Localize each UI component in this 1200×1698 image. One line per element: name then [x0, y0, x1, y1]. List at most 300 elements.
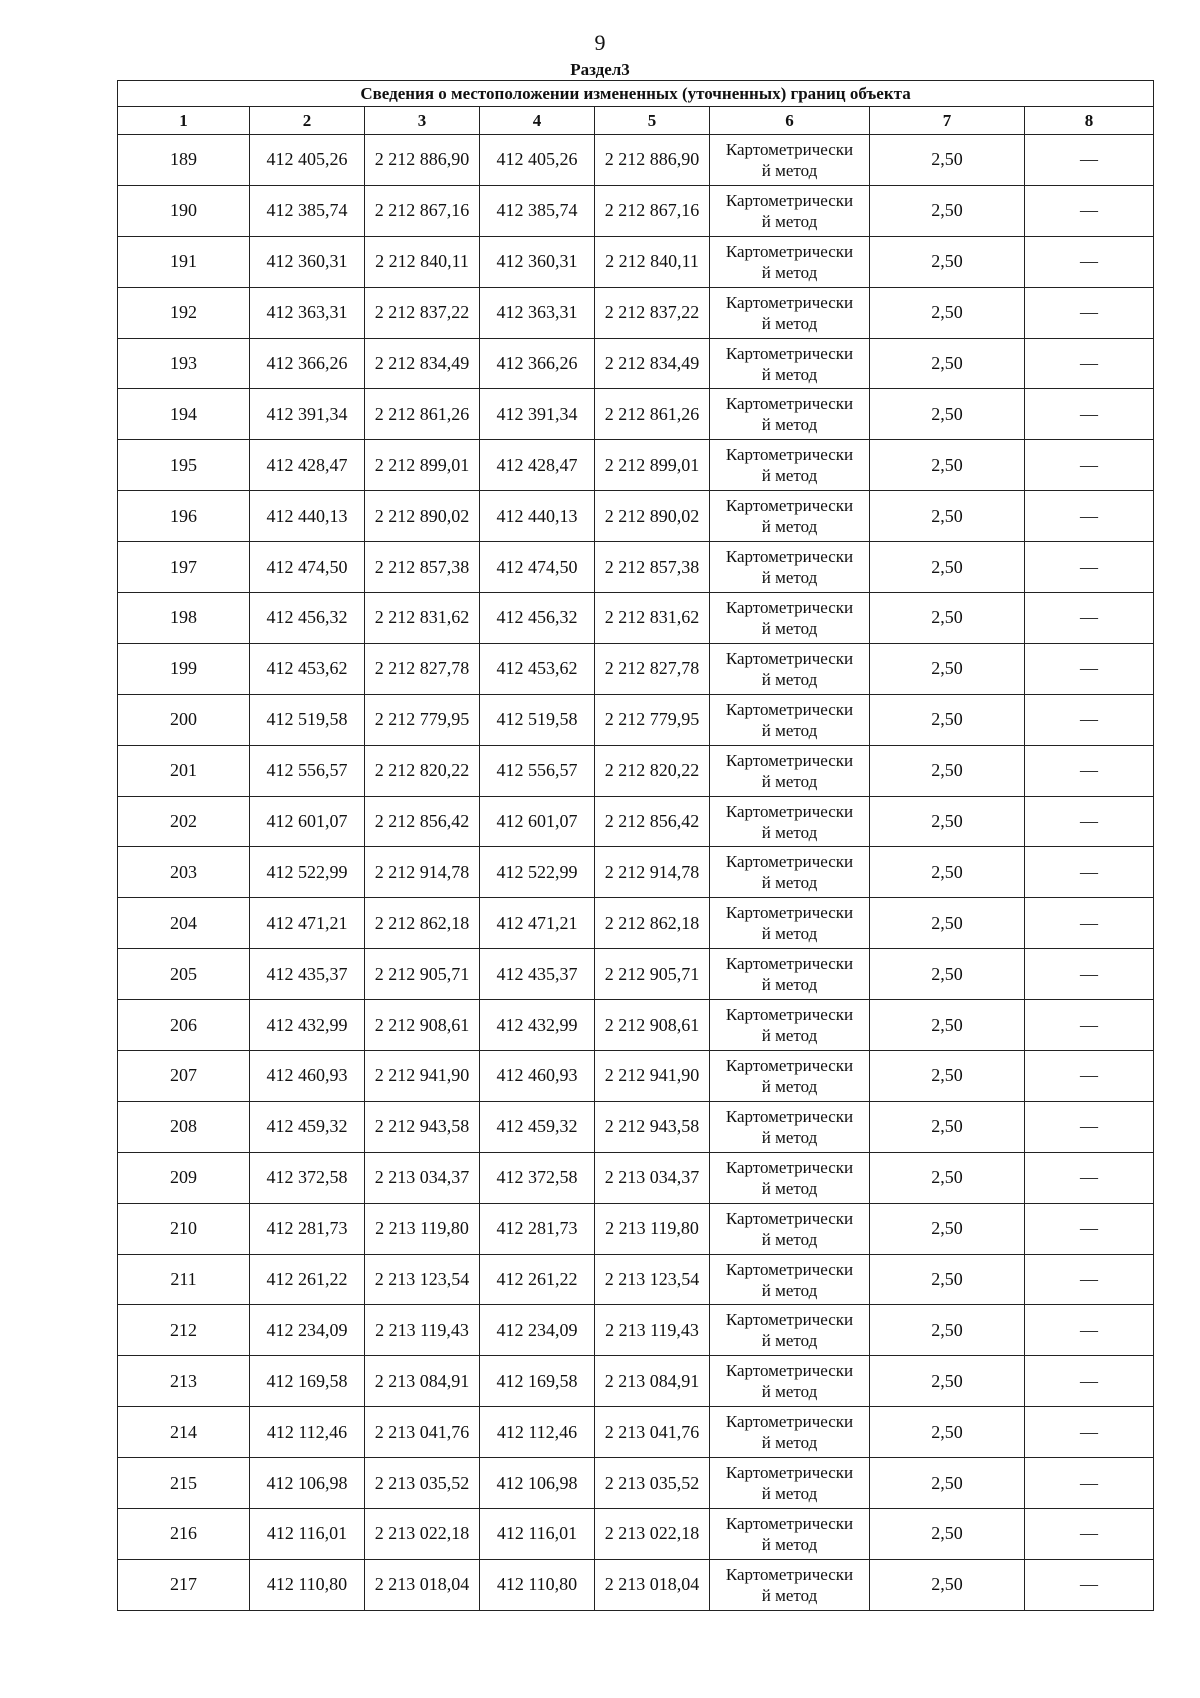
- note-cell: —: [1025, 1203, 1154, 1254]
- x-new-cell: 412 234,09: [480, 1305, 595, 1356]
- table-row: [118, 1101, 1154, 1152]
- y-new-cell: 2 213 084,91: [595, 1356, 710, 1407]
- note-cell: —: [1025, 1051, 1154, 1102]
- column-header: 4: [480, 107, 595, 135]
- y-old-cell: 2 212 905,71: [365, 949, 480, 1000]
- point-number-cell: 210: [118, 1203, 250, 1254]
- method-cell: [710, 1051, 870, 1102]
- method-line-1: Картометрически: [725, 903, 854, 923]
- x-old-cell: 412 112,46: [250, 1407, 365, 1458]
- accuracy-cell: 2,50: [870, 1356, 1025, 1407]
- x-old-cell: 412 601,07: [250, 796, 365, 847]
- method-line-1: Картометрически: [725, 241, 854, 261]
- x-new-cell: 412 405,26: [480, 135, 595, 186]
- table-row: [118, 1509, 1154, 1560]
- note-cell: —: [1025, 593, 1154, 644]
- note-cell: —: [1025, 1101, 1154, 1152]
- y-new-cell: 2 212 886,90: [595, 135, 710, 186]
- point-number-cell: 195: [118, 440, 250, 491]
- method-line-2: й метод: [761, 1076, 818, 1096]
- note-cell: —: [1025, 796, 1154, 847]
- method-line-2: й метод: [761, 466, 818, 486]
- column-header: 1: [118, 107, 250, 135]
- point-number-cell: 190: [118, 185, 250, 236]
- y-new-cell: 2 212 899,01: [595, 440, 710, 491]
- method-line-2: й метод: [761, 1585, 818, 1605]
- method-cell: [710, 440, 870, 491]
- method-line-1: Картометрически: [725, 1106, 854, 1126]
- table-row: [118, 491, 1154, 542]
- y-new-cell: 2 213 034,37: [595, 1152, 710, 1203]
- method-line-1: Картометрически: [725, 547, 854, 567]
- accuracy-cell: 2,50: [870, 593, 1025, 644]
- y-old-cell: 2 212 831,62: [365, 593, 480, 644]
- x-new-cell: 412 110,80: [480, 1559, 595, 1610]
- x-old-cell: 412 460,93: [250, 1051, 365, 1102]
- table-row: [118, 593, 1154, 644]
- accuracy-cell: 2,50: [870, 1152, 1025, 1203]
- accuracy-cell: 2,50: [870, 949, 1025, 1000]
- x-old-cell: 412 169,58: [250, 1356, 365, 1407]
- y-new-cell: 2 212 831,62: [595, 593, 710, 644]
- y-new-cell: 2 212 834,49: [595, 338, 710, 389]
- point-number-cell: 215: [118, 1458, 250, 1509]
- note-cell: —: [1025, 1305, 1154, 1356]
- method-line-2: й метод: [761, 618, 818, 638]
- method-line-2: й метод: [761, 822, 818, 842]
- method-line-2: й метод: [761, 924, 818, 944]
- y-new-cell: 2 212 827,78: [595, 643, 710, 694]
- y-new-cell: 2 213 018,04: [595, 1559, 710, 1610]
- method-line-1: Картометрически: [725, 190, 854, 210]
- y-new-cell: 2 212 914,78: [595, 847, 710, 898]
- method-line-1: Картометрически: [725, 445, 854, 465]
- accuracy-cell: 2,50: [870, 236, 1025, 287]
- method-cell: [710, 1254, 870, 1305]
- x-old-cell: 412 519,58: [250, 694, 365, 745]
- y-old-cell: 2 212 862,18: [365, 898, 480, 949]
- section-title: Раздел3: [570, 60, 630, 79]
- x-new-cell: 412 169,58: [480, 1356, 595, 1407]
- note-cell: —: [1025, 389, 1154, 440]
- x-old-cell: 412 474,50: [250, 542, 365, 593]
- method-cell: [710, 1458, 870, 1509]
- accuracy-cell: 2,50: [870, 847, 1025, 898]
- y-old-cell: 2 212 943,58: [365, 1101, 480, 1152]
- x-old-cell: 412 456,32: [250, 593, 365, 644]
- table-row: [118, 1559, 1154, 1610]
- table-row: [118, 898, 1154, 949]
- point-number-cell: 193: [118, 338, 250, 389]
- x-new-cell: 412 112,46: [480, 1407, 595, 1458]
- table-row: [118, 694, 1154, 745]
- accuracy-cell: 2,50: [870, 542, 1025, 593]
- x-new-cell: 412 116,01: [480, 1509, 595, 1560]
- column-number-row: [118, 107, 1154, 135]
- x-new-cell: 412 281,73: [480, 1203, 595, 1254]
- y-old-cell: 2 212 857,38: [365, 542, 480, 593]
- x-new-cell: 412 474,50: [480, 542, 595, 593]
- y-old-cell: 2 212 779,95: [365, 694, 480, 745]
- accuracy-cell: 2,50: [870, 185, 1025, 236]
- point-number-cell: 200: [118, 694, 250, 745]
- y-old-cell: 2 213 119,80: [365, 1203, 480, 1254]
- method-line-2: й метод: [761, 1127, 818, 1147]
- x-new-cell: 412 522,99: [480, 847, 595, 898]
- table-row: [118, 1407, 1154, 1458]
- point-number-cell: 208: [118, 1101, 250, 1152]
- x-new-cell: 412 435,37: [480, 949, 595, 1000]
- point-number-cell: 197: [118, 542, 250, 593]
- x-new-cell: 412 471,21: [480, 898, 595, 949]
- note-cell: —: [1025, 542, 1154, 593]
- x-old-cell: 412 459,32: [250, 1101, 365, 1152]
- method-cell: [710, 491, 870, 542]
- y-old-cell: 2 212 890,02: [365, 491, 480, 542]
- note-cell: —: [1025, 1458, 1154, 1509]
- table-row: [118, 135, 1154, 186]
- y-old-cell: 2 212 941,90: [365, 1051, 480, 1102]
- point-number-cell: 194: [118, 389, 250, 440]
- x-old-cell: 412 366,26: [250, 338, 365, 389]
- accuracy-cell: 2,50: [870, 1254, 1025, 1305]
- method-cell: [710, 796, 870, 847]
- y-new-cell: 2 213 123,54: [595, 1254, 710, 1305]
- accuracy-cell: 2,50: [870, 898, 1025, 949]
- method-line-1: Картометрически: [725, 954, 854, 974]
- y-new-cell: 2 213 041,76: [595, 1407, 710, 1458]
- accuracy-cell: 2,50: [870, 796, 1025, 847]
- table-row: [118, 1152, 1154, 1203]
- point-number-cell: 211: [118, 1254, 250, 1305]
- note-cell: —: [1025, 694, 1154, 745]
- accuracy-cell: 2,50: [870, 1407, 1025, 1458]
- note-cell: —: [1025, 1559, 1154, 1610]
- method-line-2: й метод: [761, 1484, 818, 1504]
- method-cell: [710, 1407, 870, 1458]
- point-number-cell: 201: [118, 745, 250, 796]
- method-line-2: й метод: [761, 1178, 818, 1198]
- note-cell: —: [1025, 847, 1154, 898]
- y-old-cell: 2 212 827,78: [365, 643, 480, 694]
- y-new-cell: 2 212 941,90: [595, 1051, 710, 1102]
- method-line-1: Картометрически: [725, 1208, 854, 1228]
- method-cell: [710, 542, 870, 593]
- accuracy-cell: 2,50: [870, 1051, 1025, 1102]
- method-cell: [710, 1203, 870, 1254]
- note-cell: —: [1025, 338, 1154, 389]
- table-row: [118, 542, 1154, 593]
- point-number-cell: 204: [118, 898, 250, 949]
- method-cell: [710, 1101, 870, 1152]
- x-old-cell: 412 471,21: [250, 898, 365, 949]
- accuracy-cell: 2,50: [870, 1203, 1025, 1254]
- method-line-1: Картометрически: [725, 852, 854, 872]
- method-line-2: й метод: [761, 1534, 818, 1554]
- y-old-cell: 2 212 908,61: [365, 1000, 480, 1051]
- x-old-cell: 412 363,31: [250, 287, 365, 338]
- x-old-cell: 412 522,99: [250, 847, 365, 898]
- point-number-cell: 191: [118, 236, 250, 287]
- x-old-cell: 412 106,98: [250, 1458, 365, 1509]
- x-old-cell: 412 428,47: [250, 440, 365, 491]
- method-cell: [710, 898, 870, 949]
- table-row: [118, 643, 1154, 694]
- y-old-cell: 2 213 041,76: [365, 1407, 480, 1458]
- x-new-cell: 412 261,22: [480, 1254, 595, 1305]
- method-line-1: Картометрически: [725, 394, 854, 414]
- method-line-2: й метод: [761, 211, 818, 231]
- note-cell: —: [1025, 1509, 1154, 1560]
- method-cell: [710, 1559, 870, 1610]
- point-number-cell: 209: [118, 1152, 250, 1203]
- method-line-2: й метод: [761, 517, 818, 537]
- accuracy-cell: 2,50: [870, 440, 1025, 491]
- y-old-cell: 2 212 899,01: [365, 440, 480, 491]
- boundary-coordinates-table: [117, 80, 1154, 1611]
- method-line-1: Картометрически: [725, 1157, 854, 1177]
- accuracy-cell: 2,50: [870, 745, 1025, 796]
- table-row: [118, 236, 1154, 287]
- point-number-cell: 214: [118, 1407, 250, 1458]
- point-number-cell: 203: [118, 847, 250, 898]
- note-cell: —: [1025, 643, 1154, 694]
- y-new-cell: 2 213 035,52: [595, 1458, 710, 1509]
- column-header: 2: [250, 107, 365, 135]
- method-line-1: Картометрически: [725, 292, 854, 312]
- method-line-2: й метод: [761, 771, 818, 791]
- point-number-cell: 216: [118, 1509, 250, 1560]
- x-old-cell: 412 372,58: [250, 1152, 365, 1203]
- method-cell: [710, 1152, 870, 1203]
- y-new-cell: 2 212 837,22: [595, 287, 710, 338]
- note-cell: —: [1025, 1407, 1154, 1458]
- method-line-1: Картометрически: [725, 597, 854, 617]
- point-number-cell: 202: [118, 796, 250, 847]
- x-new-cell: 412 460,93: [480, 1051, 595, 1102]
- point-number-cell: 199: [118, 643, 250, 694]
- x-new-cell: 412 372,58: [480, 1152, 595, 1203]
- accuracy-cell: 2,50: [870, 287, 1025, 338]
- y-new-cell: 2 213 119,80: [595, 1203, 710, 1254]
- method-cell: [710, 1000, 870, 1051]
- method-cell: [710, 643, 870, 694]
- x-new-cell: 412 456,32: [480, 593, 595, 644]
- method-cell: [710, 847, 870, 898]
- accuracy-cell: 2,50: [870, 1509, 1025, 1560]
- method-line-2: й метод: [761, 1433, 818, 1453]
- method-cell: [710, 1356, 870, 1407]
- table-row: [118, 949, 1154, 1000]
- x-old-cell: 412 435,37: [250, 949, 365, 1000]
- x-old-cell: 412 110,80: [250, 1559, 365, 1610]
- y-old-cell: 2 212 867,16: [365, 185, 480, 236]
- table-row: [118, 1305, 1154, 1356]
- x-new-cell: 412 106,98: [480, 1458, 595, 1509]
- method-cell: [710, 236, 870, 287]
- y-old-cell: 2 213 018,04: [365, 1559, 480, 1610]
- y-new-cell: 2 212 856,42: [595, 796, 710, 847]
- method-cell: [710, 745, 870, 796]
- accuracy-cell: 2,50: [870, 1559, 1025, 1610]
- accuracy-cell: 2,50: [870, 1000, 1025, 1051]
- y-old-cell: 2 212 861,26: [365, 389, 480, 440]
- method-cell: [710, 1305, 870, 1356]
- table-body: [118, 135, 1154, 1611]
- method-cell: [710, 135, 870, 186]
- x-old-cell: 412 405,26: [250, 135, 365, 186]
- x-new-cell: 412 363,31: [480, 287, 595, 338]
- note-cell: —: [1025, 1000, 1154, 1051]
- y-old-cell: 2 212 840,11: [365, 236, 480, 287]
- x-old-cell: 412 234,09: [250, 1305, 365, 1356]
- method-line-1: Картометрически: [725, 1564, 854, 1584]
- accuracy-cell: 2,50: [870, 1305, 1025, 1356]
- method-line-2: й метод: [761, 669, 818, 689]
- method-cell: [710, 287, 870, 338]
- method-line-2: й метод: [761, 262, 818, 282]
- method-line-2: й метод: [761, 1026, 818, 1046]
- method-line-1: Картометрически: [725, 648, 854, 668]
- point-number-cell: 207: [118, 1051, 250, 1102]
- table-row: [118, 389, 1154, 440]
- table-row: [118, 745, 1154, 796]
- accuracy-cell: 2,50: [870, 1458, 1025, 1509]
- column-header: 7: [870, 107, 1025, 135]
- method-line-2: й метод: [761, 313, 818, 333]
- method-line-2: й метод: [761, 415, 818, 435]
- x-new-cell: 412 453,62: [480, 643, 595, 694]
- x-old-cell: 412 556,57: [250, 745, 365, 796]
- y-old-cell: 2 213 035,52: [365, 1458, 480, 1509]
- x-new-cell: 412 360,31: [480, 236, 595, 287]
- y-old-cell: 2 212 856,42: [365, 796, 480, 847]
- table-row: [118, 1000, 1154, 1051]
- point-number-cell: 192: [118, 287, 250, 338]
- accuracy-cell: 2,50: [870, 338, 1025, 389]
- accuracy-cell: 2,50: [870, 643, 1025, 694]
- note-cell: —: [1025, 236, 1154, 287]
- column-header: 5: [595, 107, 710, 135]
- point-number-cell: 205: [118, 949, 250, 1000]
- accuracy-cell: 2,50: [870, 389, 1025, 440]
- table-row: [118, 1254, 1154, 1305]
- note-cell: —: [1025, 1356, 1154, 1407]
- note-cell: —: [1025, 745, 1154, 796]
- method-cell: [710, 694, 870, 745]
- y-new-cell: 2 212 779,95: [595, 694, 710, 745]
- accuracy-cell: 2,50: [870, 694, 1025, 745]
- method-line-2: й метод: [761, 720, 818, 740]
- method-line-2: й метод: [761, 1229, 818, 1249]
- table-row: [118, 796, 1154, 847]
- x-new-cell: 412 556,57: [480, 745, 595, 796]
- note-cell: —: [1025, 440, 1154, 491]
- x-new-cell: 412 366,26: [480, 338, 595, 389]
- y-new-cell: 2 212 857,38: [595, 542, 710, 593]
- method-cell: [710, 185, 870, 236]
- method-cell: [710, 389, 870, 440]
- x-old-cell: 412 116,01: [250, 1509, 365, 1560]
- x-new-cell: 412 519,58: [480, 694, 595, 745]
- method-line-1: Картометрически: [725, 496, 854, 516]
- method-line-1: Картометрически: [725, 699, 854, 719]
- x-old-cell: 412 261,22: [250, 1254, 365, 1305]
- table-row: [118, 185, 1154, 236]
- method-line-2: й метод: [761, 364, 818, 384]
- method-cell: [710, 949, 870, 1000]
- page-number: 9: [594, 30, 606, 55]
- x-new-cell: 412 459,32: [480, 1101, 595, 1152]
- method-line-1: Картометрически: [725, 1310, 854, 1330]
- y-old-cell: 2 213 034,37: [365, 1152, 480, 1203]
- method-line-1: Картометрически: [725, 343, 854, 363]
- y-old-cell: 2 212 834,49: [365, 338, 480, 389]
- note-cell: —: [1025, 135, 1154, 186]
- y-old-cell: 2 212 837,22: [365, 287, 480, 338]
- y-new-cell: 2 212 840,11: [595, 236, 710, 287]
- x-new-cell: 412 385,74: [480, 185, 595, 236]
- note-cell: —: [1025, 898, 1154, 949]
- method-line-2: й метод: [761, 160, 818, 180]
- method-line-1: Картометрически: [725, 801, 854, 821]
- table-row: [118, 287, 1154, 338]
- x-old-cell: 412 281,73: [250, 1203, 365, 1254]
- note-cell: —: [1025, 1152, 1154, 1203]
- point-number-cell: 189: [118, 135, 250, 186]
- table-row: [118, 1458, 1154, 1509]
- y-new-cell: 2 212 908,61: [595, 1000, 710, 1051]
- y-new-cell: 2 212 943,58: [595, 1101, 710, 1152]
- y-new-cell: 2 212 905,71: [595, 949, 710, 1000]
- y-old-cell: 2 213 119,43: [365, 1305, 480, 1356]
- table-row: [118, 1356, 1154, 1407]
- method-line-1: Картометрически: [725, 1412, 854, 1432]
- method-line-1: Картометрически: [725, 1513, 854, 1533]
- note-cell: —: [1025, 287, 1154, 338]
- x-old-cell: 412 385,74: [250, 185, 365, 236]
- y-old-cell: 2 213 123,54: [365, 1254, 480, 1305]
- y-old-cell: 2 212 820,22: [365, 745, 480, 796]
- x-new-cell: 412 432,99: [480, 1000, 595, 1051]
- table-row: [118, 440, 1154, 491]
- y-new-cell: 2 212 820,22: [595, 745, 710, 796]
- y-new-cell: 2 212 867,16: [595, 185, 710, 236]
- table-row: [118, 847, 1154, 898]
- point-number-cell: 217: [118, 1559, 250, 1610]
- method-line-2: й метод: [761, 568, 818, 588]
- x-new-cell: 412 440,13: [480, 491, 595, 542]
- method-line-2: й метод: [761, 1382, 818, 1402]
- column-header: 3: [365, 107, 480, 135]
- point-number-cell: 206: [118, 1000, 250, 1051]
- method-line-1: Картометрически: [725, 1463, 854, 1483]
- table-row: [118, 338, 1154, 389]
- x-old-cell: 412 432,99: [250, 1000, 365, 1051]
- point-number-cell: 198: [118, 593, 250, 644]
- y-new-cell: 2 212 890,02: [595, 491, 710, 542]
- point-number-cell: 213: [118, 1356, 250, 1407]
- y-old-cell: 2 212 914,78: [365, 847, 480, 898]
- note-cell: —: [1025, 949, 1154, 1000]
- x-old-cell: 412 391,34: [250, 389, 365, 440]
- x-old-cell: 412 440,13: [250, 491, 365, 542]
- method-line-1: Картометрически: [725, 1055, 854, 1075]
- y-new-cell: 2 213 119,43: [595, 1305, 710, 1356]
- x-old-cell: 412 453,62: [250, 643, 365, 694]
- method-line-1: Картометрически: [725, 139, 854, 159]
- x-new-cell: 412 391,34: [480, 389, 595, 440]
